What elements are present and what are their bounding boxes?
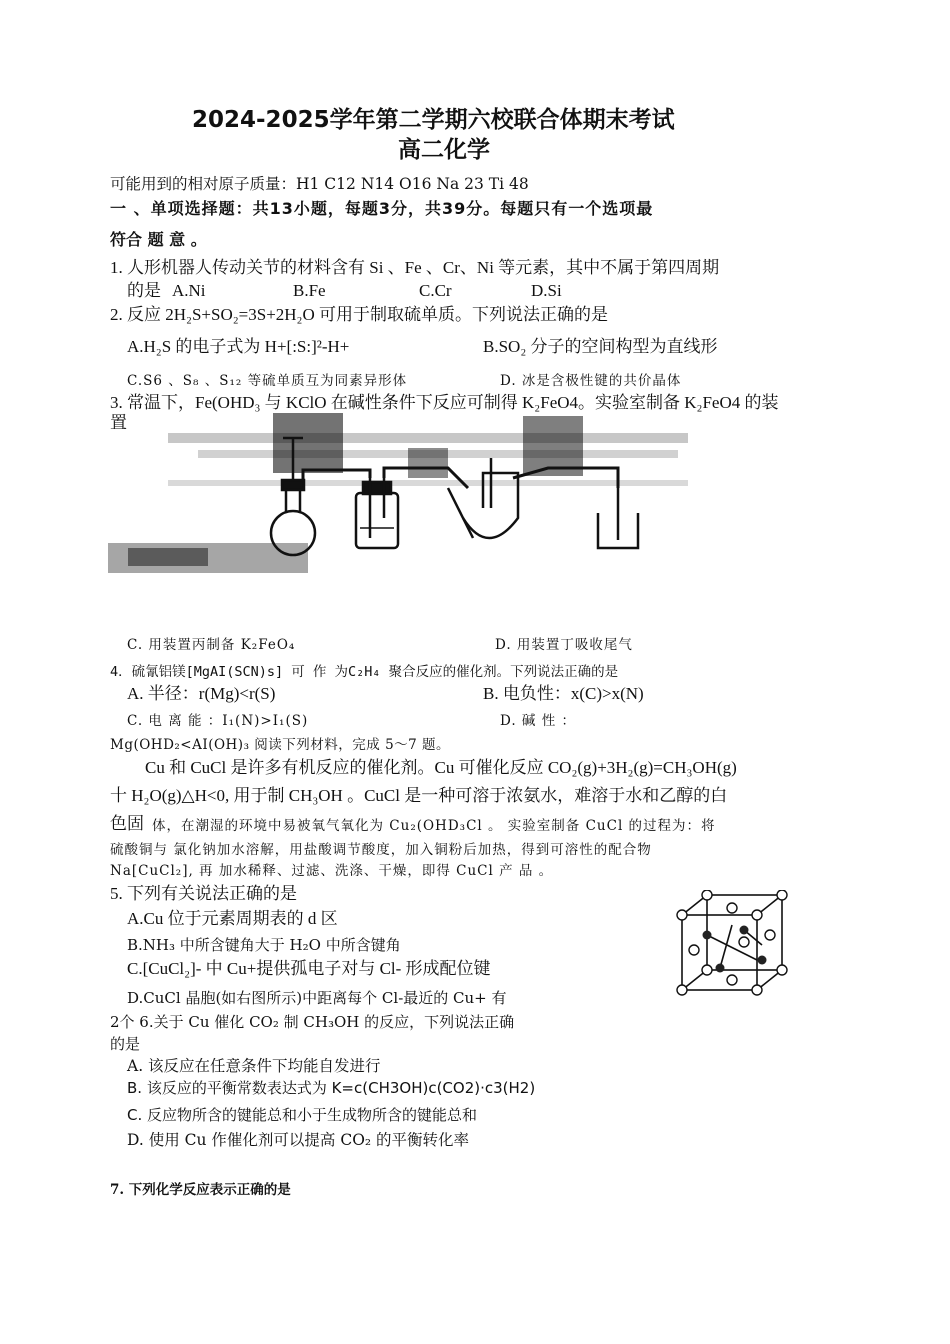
material-line-4: 硫酸铜与 氯化钠加水溶解，用盐酸调节酸度，加入铜粉后加热，得到可溶性的配合物 bbox=[110, 842, 652, 858]
q6-option-d: D. 使用 Cu 作催化剂可以提高 CO₂ 的平衡转化率 bbox=[127, 1131, 470, 1149]
exam-subject: 高二化学 bbox=[398, 137, 490, 163]
q1-option-d: D.Si bbox=[531, 281, 562, 300]
q4-option-d-cont: Mg(OHD₂<AI(OH)₃ 阅读下列材料，完成 5～7 题。 bbox=[110, 737, 451, 753]
section-heading-cont: 符合 题 意 。 bbox=[110, 230, 207, 249]
q5-option-d-cont2: 的是 bbox=[110, 1035, 141, 1053]
material-line-3a: 色固 bbox=[110, 814, 144, 833]
q4-option-d: D. 碱 性 ： bbox=[500, 713, 577, 729]
q1-option-a: A.Ni bbox=[172, 281, 206, 300]
exam-title: 2024-2025学年第二学期六校联合体期末考试 bbox=[192, 107, 675, 133]
q4-stem: 4．硫氰铝镁[MgAI(SCN)s] 可 作 为C₂H₄ 聚合反应的催化剂。下列说法正确的是 bbox=[110, 664, 619, 680]
q6-option-b: B. 该反应的平衡常数表达式为 K=c(CH3OH)c(CO2)·c3(H2) bbox=[127, 1079, 536, 1097]
q2-option-c: C.S6 、S₈ 、S₁₂ 等硫单质互为同素异形体 bbox=[127, 373, 408, 389]
q5-option-c: C.[CuCl₂]- 中 Cu+提供孤电子对与 Cl- 形成配位键 bbox=[127, 959, 491, 978]
material-line-3b: 体，在潮湿的环境中易被氧气氧化为 Cu₂(OHD₃Cl 。 实验室制备 CuCl 的过程为：将 bbox=[152, 818, 716, 834]
q7-stem: 7. 下列化学反应表示正确的是 bbox=[110, 1182, 291, 1198]
q2-stem: 2. 反应 2H₂S+SO₂=3S+2H₂O 可用于制取硫单质。下列说法正确的是 bbox=[110, 305, 609, 324]
material-line-1: Cu 和 CuCl 是许多有机反应的催化剂。Cu 可催化反应 CO₂(g)+3H₂(g)=CH₃OH(g) bbox=[145, 758, 737, 777]
q5-option-d-cont: 2个 6.关于 Cu 催化 CO₂ 制 CH₃OH 的反应，下列说法正确 bbox=[110, 1013, 515, 1031]
q3-stem-cont: 置 bbox=[110, 413, 127, 432]
q2-option-d: D. 冰是含极性键的共价晶体 bbox=[500, 373, 682, 389]
atomic-mass-line: 可能用到的相对原子质量：H1 C12 N14 O16 Na 23 Ti 48 bbox=[110, 175, 529, 193]
apparatus-diagram bbox=[108, 408, 718, 598]
material-line-2: 十 H₂O(g)△H<0, 用于制 CH₃OH 。CuCl 是一种可溶于浓氨水，难溶于水和乙醇的白 bbox=[110, 786, 728, 805]
q3-option-d: D. 用装置丁吸收尾气 bbox=[495, 637, 633, 653]
q3-stem: 3. 常温下，Fe(OHD₃ 与 KClO 在碱性条件下反应可制得 K₂FeO4。实验室制备 K₂FeO4 的装 bbox=[110, 393, 779, 412]
q3-option-c: C. 用装置丙制备 K₂FeO₄ bbox=[127, 637, 296, 653]
q1-lead: 的是 bbox=[127, 281, 161, 300]
q4-option-a: A. 半径：r(Mg)<r(S) bbox=[127, 684, 276, 703]
section-heading: 一 、单项选择题：共13小题，每题3分，共39分。每题只有一个选项最 bbox=[110, 199, 654, 218]
q5-option-d: D.CuCl 晶胞(如右图所示)中距离每个 Cl-最近的 Cu+ 有 bbox=[127, 989, 507, 1007]
q4-option-c: C. 电 离 能 ：I₁(N)>I₁(S) bbox=[127, 713, 309, 729]
material-line-5: Na[CuCl₂], 再 加水稀释、过滤、洗涤、干燥，即得 CuCl 产 品 。 bbox=[110, 863, 554, 879]
q5-stem: 5. 下列有关说法正确的是 bbox=[110, 884, 297, 903]
q1-option-c: C.Cr bbox=[419, 281, 452, 300]
q5-option-a: A.Cu 位于元素周期表的 d 区 bbox=[127, 909, 338, 928]
cucl-unit-cell-figure bbox=[672, 890, 792, 1000]
q1-stem: 1. 人形机器人传动关节的材料含有 Si 、Fe 、Cr、Ni 等元素，其中不属于第四周期 bbox=[110, 258, 720, 277]
q1-option-b: B.Fe bbox=[293, 281, 326, 300]
q5-option-b: B.NH₃ 中所含键角大于 H₂O 中所含键角 bbox=[127, 936, 401, 954]
q4-option-b: B. 电负性：x(C)>x(N) bbox=[483, 684, 644, 703]
q2-option-a: A.H₂S 的电子式为 H+[:S:]²-H+ bbox=[127, 337, 350, 356]
q6-option-c: C. 反应物所含的键能总和小于生成物所含的键能总和 bbox=[127, 1106, 478, 1124]
q2-option-b: B.SO₂ 分子的空间构型为直线形 bbox=[483, 337, 718, 356]
q6-option-a: A. 该反应在任意条件下均能自发进行 bbox=[127, 1057, 381, 1075]
